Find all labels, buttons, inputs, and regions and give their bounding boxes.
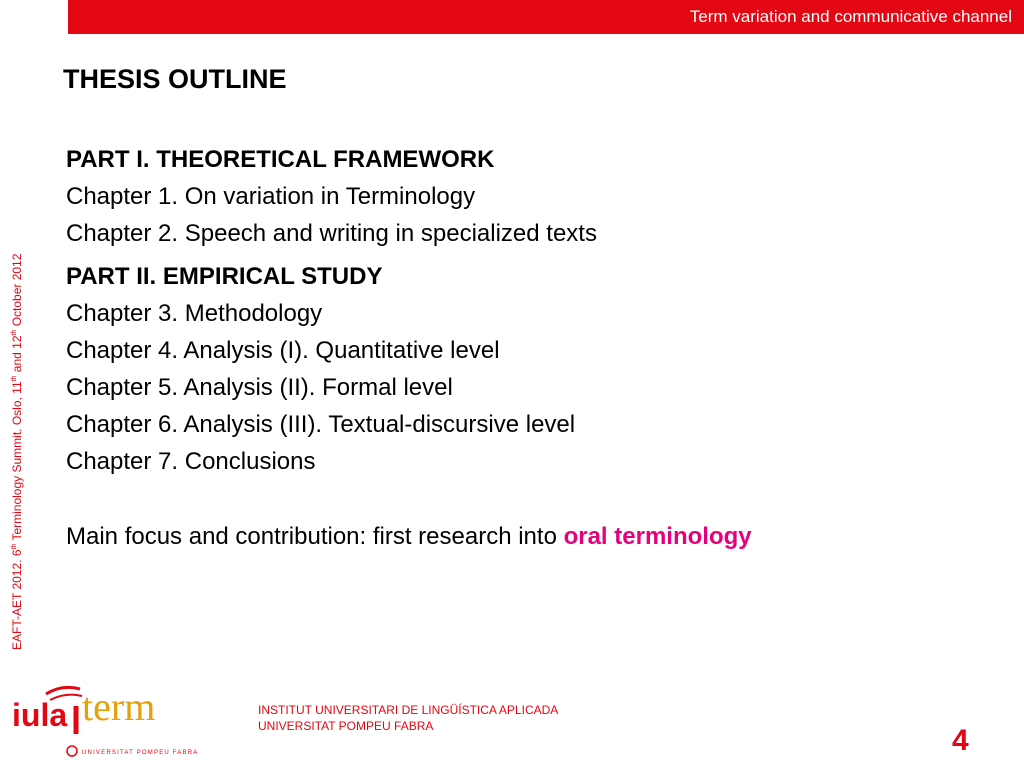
- part-heading: PART II. EMPIRICAL STUDY: [66, 263, 383, 290]
- chapter-item: Chapter 7. Conclusions: [66, 448, 316, 475]
- chapter-item: Chapter 2. Speech and writing in specialized texts: [66, 220, 597, 247]
- institution-block: [258, 702, 558, 734]
- part-2: [66, 258, 986, 480]
- part-1: [66, 141, 986, 252]
- logo-term-text: term: [82, 684, 156, 729]
- institution-line-1: INSTITUT UNIVERSITARI DE LINGÜÍSTICA APLICADA: [258, 703, 559, 717]
- page-number: 4: [952, 724, 969, 757]
- chapter-item: Chapter 3. Methodology: [66, 300, 323, 327]
- chapter-item: Chapter 6. Analysis (III). Textual-discursive level: [66, 411, 576, 438]
- chapter-item: Chapter 4. Analysis (I). Quantitative level: [66, 337, 500, 364]
- institution-line-2: UNIVERSITAT POMPEU FABRA: [258, 719, 434, 733]
- side-text-sup-1: th: [11, 543, 18, 550]
- side-text-middle-2: and 12: [10, 335, 24, 376]
- chapter-item: Chapter 1. On variation in Terminology: [66, 183, 476, 210]
- side-text-middle-1: Terminology Summit. Oslo, 11: [10, 381, 24, 544]
- header-bar: [68, 0, 1024, 34]
- logo-seal: [67, 746, 77, 756]
- header-title: Term variation and communicative channel: [689, 7, 1012, 26]
- chapter-item: Chapter 5. Analysis (II). Formal level: [66, 374, 453, 401]
- side-text-sup-2: th: [11, 375, 18, 382]
- iulaterm-logo: [10, 680, 220, 764]
- focus-highlight: oral terminology: [563, 523, 752, 550]
- part-heading: PART I. THEORETICAL FRAMEWORK: [66, 146, 495, 173]
- logo-tagline: UNIVERSITAT POMPEU FABRA: [82, 750, 199, 756]
- outline-content: [66, 141, 986, 555]
- side-text-prefix: EAFT-AET 2012. 6: [10, 549, 24, 650]
- focus-text: Main focus and contribution: first research into: [66, 523, 564, 550]
- side-text-sup-3: th: [11, 329, 18, 336]
- slide-title: THESIS OUTLINE: [63, 64, 287, 94]
- logo-iula-text: iula: [12, 697, 68, 733]
- conference-side-text: [10, 170, 24, 650]
- side-text-suffix: October 2012: [10, 253, 24, 330]
- main-focus: [66, 518, 986, 555]
